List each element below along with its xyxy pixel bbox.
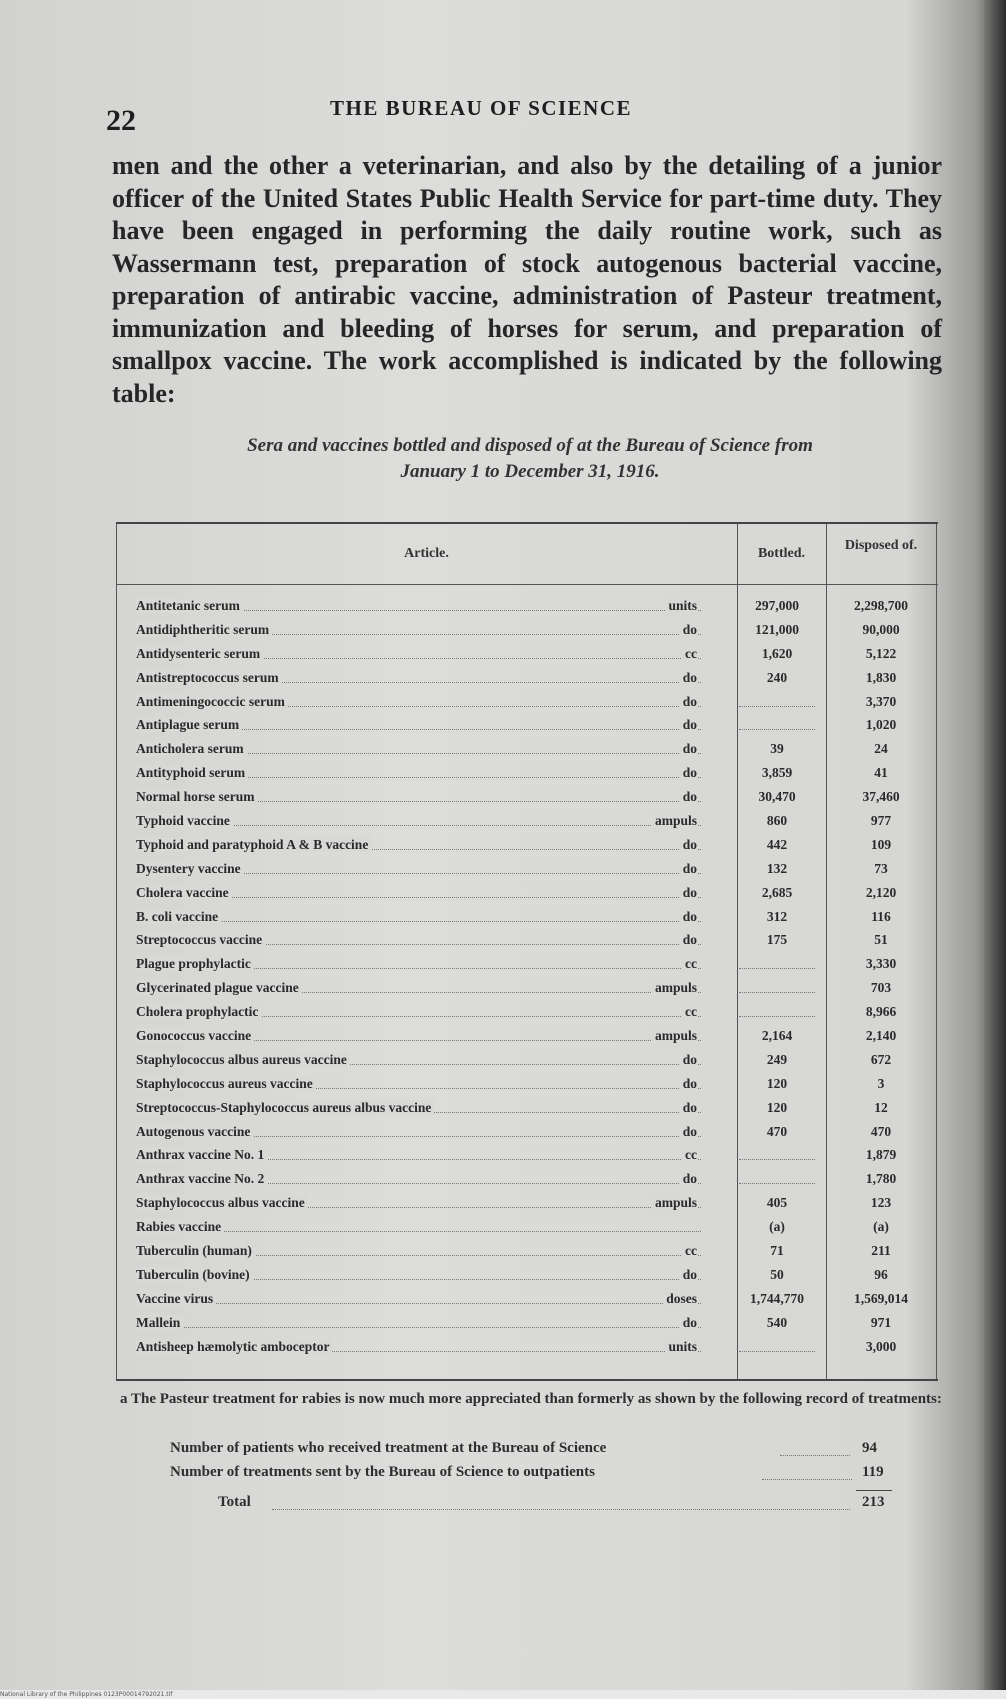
article-unit: do [680,737,697,761]
header-disposed: Disposed of. [844,538,918,553]
caption-line-2: January 1 to December 31, 1916. [400,461,660,482]
disposed-cell: 3 [877,1075,885,1091]
article-cell [136,761,701,785]
article-unit: cc [682,642,697,666]
article-cell [136,952,701,976]
article-cell [136,905,701,929]
scan-credit-bar: National Library of the Philippines 0123P00014792021.tif [0,1690,1006,1699]
sera-vaccines-table [116,522,938,1381]
bottled-cell: 39 [770,741,784,757]
table-row [116,1191,938,1215]
table-row [116,928,938,952]
table-row [116,1143,938,1167]
article-name: Antidiphtheritic serum [136,622,272,637]
empty-leader [739,1351,815,1352]
article-unit: cc [682,1143,697,1167]
bottled-cell: 297,000 [755,598,799,613]
article-name: Cholera vaccine [136,885,232,900]
bottled-cell: 312 [766,908,788,924]
article-unit: do [680,928,697,952]
article-name: Autogenous vaccine [136,1124,253,1139]
article-cell [136,666,701,690]
article-name: Antiplague serum [136,717,242,732]
page-number: 22 [106,104,136,137]
bottled-cell: 1,620 [761,645,793,661]
bottled-cell: 540 [766,1314,788,1330]
article-name: Normal horse serum [136,789,257,804]
bottled-cell: 860 [766,813,788,829]
article-unit: do [680,785,697,809]
disposed-cell: 5,122 [865,645,897,661]
bottled-cell [737,1143,817,1167]
bottled-cell [737,952,817,976]
leader-dots [136,1303,701,1304]
bottled-cell: 2,164 [761,1028,793,1044]
leader-dots [136,1327,701,1328]
article-name: Vaccine virus [136,1291,216,1306]
table-row [116,1048,938,1072]
article-name: Staphylococcus albus aureus vaccine [136,1052,350,1067]
table-row [116,1167,938,1191]
table-row [116,1287,938,1311]
article-name: Antimeningococcic serum [136,694,288,709]
article-unit: do [680,1096,697,1120]
article-name: Streptococcus-Staphylococcus aureus albus vaccine [136,1100,434,1115]
record-label-1: Number of patients who received treatment at the Bureau of Science [170,1440,607,1456]
article-unit: do [680,1263,697,1287]
article-cell [136,713,701,737]
table-row [116,881,938,905]
bottled-cell [737,1167,817,1191]
table-row [116,1096,938,1120]
article-name: Streptococcus vaccine [136,932,265,947]
disposed-cell: 8,966 [865,1004,897,1020]
article-unit: do [680,690,697,714]
table-row [116,618,938,642]
disposed-cell: 672 [870,1051,892,1067]
disposed-cell: 3,000 [865,1338,897,1354]
table-row [116,1311,938,1335]
article-cell [136,1120,701,1144]
total-dots [272,1509,850,1510]
bottled-cell: 175 [766,932,788,948]
article-name: Antityphoid serum [136,765,248,780]
article-name: Typhoid vaccine [136,813,233,828]
article-cell [136,1024,701,1048]
empty-leader [739,1159,815,1160]
table-row [116,952,938,976]
record-label-2: Number of treatments sent by the Bureau of Science to outpatients [170,1464,595,1480]
running-head: THE BUREAU OF SCIENCE [330,96,633,120]
article-unit: ampuls [652,809,697,833]
article-name: Typhoid and paratyphoid A & B vaccine [136,837,371,852]
bottled-cell [737,690,817,714]
disposed-cell: 37,460 [862,789,900,805]
disposed-cell: 1,780 [865,1171,897,1187]
table-caption [120,433,940,485]
empty-leader [739,1183,815,1184]
disposed-cell: 12 [874,1099,888,1115]
article-name: Tuberculin (bovine) [136,1267,253,1282]
article-name: B. coli vaccine [136,909,221,924]
article-cell [136,690,701,714]
body-paragraph: men and the other a veterinarian, and also by the detailing of a junior officer of the United States Public Health Service for part-time duty. They have been engaged in performing the daily routine work, such as Wassermann test, preparation of stock autogenous bacterial vaccine, preparation of antirabic vaccine, administration of Pasteur treatment, immunization and bleeding of horses for serum, and preparation of smallpox vaccine. The work accomplished is indicated by the following table: [112,151,942,408]
article-cell [136,1335,701,1359]
article-unit: do [680,761,697,785]
empty-leader [739,968,815,969]
bottled-cell: 71 [770,1243,784,1259]
article-cell [136,594,701,618]
empty-leader [739,992,815,993]
article-name: Cholera prophylactic [136,1004,261,1019]
article-name: Glycerinated plague vaccine [136,980,302,995]
article-unit: ampuls [652,976,697,1000]
article-cell [136,1239,701,1263]
article-unit: do [680,881,697,905]
table-row [116,1120,938,1144]
bottled-cell: 405 [766,1195,788,1211]
record-value-2: 119 [862,1464,884,1480]
bottled-cell: (a) [769,1219,785,1235]
total-value: 213 [862,1494,885,1510]
bottled-cell: 1,744,770 [750,1290,804,1306]
article-unit: do [680,618,697,642]
article-name: Anthrax vaccine No. 2 [136,1171,267,1186]
article-cell [136,857,701,881]
empty-leader [739,706,815,707]
table-row [116,713,938,737]
table-row [116,809,938,833]
article-cell [136,1311,701,1335]
article-cell [136,881,701,905]
bottled-cell: 2,685 [761,884,793,900]
article-name: Rabies vaccine [136,1219,224,1234]
article-cell [136,642,701,666]
article-cell [136,1048,701,1072]
article-cell [136,737,701,761]
total-label: Total [218,1494,251,1510]
table-header [116,524,938,585]
article-unit: do [680,905,697,929]
caption-line-1: Sera and vaccines bottled and disposed of at the Bureau of Science from [247,435,813,456]
table-row [116,785,938,809]
table-row [116,976,938,1000]
article-unit: do [680,1072,697,1096]
article-cell [136,833,701,857]
disposed-cell: 73 [874,860,888,876]
article-name: Anticholera serum [136,741,247,756]
bottled-cell: 3,859 [761,765,793,781]
article-name: Antisheep hæmolytic amboceptor [136,1339,332,1354]
article-cell [136,1072,701,1096]
article-name: Tuberculin (human) [136,1243,255,1258]
disposed-cell: 211 [871,1243,891,1259]
article-unit: cc [682,1239,697,1263]
article-cell [136,976,701,1000]
header-bottled: Bottled. [757,546,806,561]
table-row [116,1215,938,1239]
article-unit: ampuls [652,1024,697,1048]
bottled-cell [737,1335,817,1359]
article-unit: units [665,594,697,618]
table-row [116,594,938,618]
disposed-cell: 1,830 [865,669,897,685]
total-rule [856,1490,892,1491]
article-unit: do [680,1120,697,1144]
article-name: Staphylococcus aureus vaccine [136,1076,316,1091]
table-row [116,1000,938,1024]
bottled-cell: 240 [766,669,788,685]
table-row [116,833,938,857]
bottled-cell: 470 [766,1123,788,1139]
article-cell [136,1191,701,1215]
article-name: Antistreptococcus serum [136,670,282,685]
disposed-cell: 116 [871,908,891,924]
disposed-cell: 2,298,700 [854,598,908,613]
bottled-cell: 249 [766,1051,788,1067]
article-name: Antidysenteric serum [136,646,263,661]
disposed-cell: 96 [874,1266,888,1282]
disposed-cell: 977 [870,813,892,829]
table-row [116,857,938,881]
table-body [116,594,938,1359]
article-cell [136,785,701,809]
record-dots-1 [780,1455,850,1456]
article-unit: do [680,833,697,857]
bottled-cell: 30,470 [758,789,796,805]
record-value-1: 94 [862,1440,877,1456]
article-unit: do [680,666,697,690]
bottled-cell: 132 [766,860,788,876]
table-row [116,1072,938,1096]
article-unit: do [680,1048,697,1072]
table-row [116,905,938,929]
disposed-cell: 123 [870,1195,892,1211]
bottled-cell: 120 [766,1099,788,1115]
disposed-cell: 3,370 [865,693,897,709]
table-row [116,642,938,666]
header-article: Article. [404,546,449,561]
table-row [116,690,938,714]
article-name: Gonococcus vaccine [136,1028,254,1043]
article-cell [136,1000,701,1024]
article-unit: cc [682,1000,697,1024]
article-unit: do [680,1167,697,1191]
article-unit: do [680,1311,697,1335]
article-cell [136,618,701,642]
disposed-cell: 41 [874,765,888,781]
article-name: Antitetanic serum [136,598,243,613]
table-row [116,1263,938,1287]
disposed-cell: 24 [874,741,888,757]
article-cell [136,928,701,952]
article-name: Dysentery vaccine [136,861,244,876]
bottled-cell: 121,000 [755,621,799,637]
table-row [116,737,938,761]
page-binding-shadow [984,0,1006,1699]
article-name: Mallein [136,1315,183,1330]
disposed-cell: 703 [870,980,892,996]
article-name: Anthrax vaccine No. 1 [136,1147,267,1162]
disposed-cell: 3,330 [865,956,897,972]
article-unit: do [680,713,697,737]
table-row [116,666,938,690]
bottled-cell [737,1000,817,1024]
bottled-cell: 50 [770,1266,784,1282]
empty-leader [739,1016,815,1017]
table-row [116,1239,938,1263]
disposed-cell: 1,569,014 [854,1290,908,1306]
bottled-cell [737,976,817,1000]
empty-leader [739,729,815,730]
article-unit: doses [663,1287,697,1311]
article-cell [136,1287,701,1311]
article-cell [136,1096,701,1120]
article-unit: cc [682,952,697,976]
disposed-cell: 1,879 [865,1147,897,1163]
bottled-cell: 120 [766,1075,788,1091]
disposed-cell: 51 [874,932,888,948]
article-cell [136,1143,701,1167]
disposed-cell: 1,020 [865,717,897,733]
disposed-cell: (a) [873,1219,889,1235]
article-unit: do [680,857,697,881]
record-dots-2 [762,1479,852,1480]
article-cell [136,1263,701,1287]
footnote-text: a The Pasteur treatment for rabies is now much more appreciated than formerly as shown by the following record of treatments: [120,1391,942,1407]
table-row [116,761,938,785]
article-cell [136,1167,701,1191]
disposed-cell: 971 [870,1314,892,1330]
disposed-cell: 2,140 [865,1028,897,1044]
disposed-cell: 470 [870,1123,892,1139]
bottled-cell: 442 [766,836,788,852]
disposed-cell: 109 [870,836,892,852]
disposed-cell: 2,120 [865,884,897,900]
article-cell [136,809,701,833]
article-name: Plague prophylactic [136,956,254,971]
disposed-cell: 90,000 [862,621,900,637]
article-unit: ampuls [652,1191,697,1215]
article-name: Staphylococcus albus vaccine [136,1195,308,1210]
bottled-cell [737,713,817,737]
table-row [116,1335,938,1359]
article-cell [136,1215,701,1239]
article-unit: units [665,1335,697,1359]
table-row [116,1024,938,1048]
